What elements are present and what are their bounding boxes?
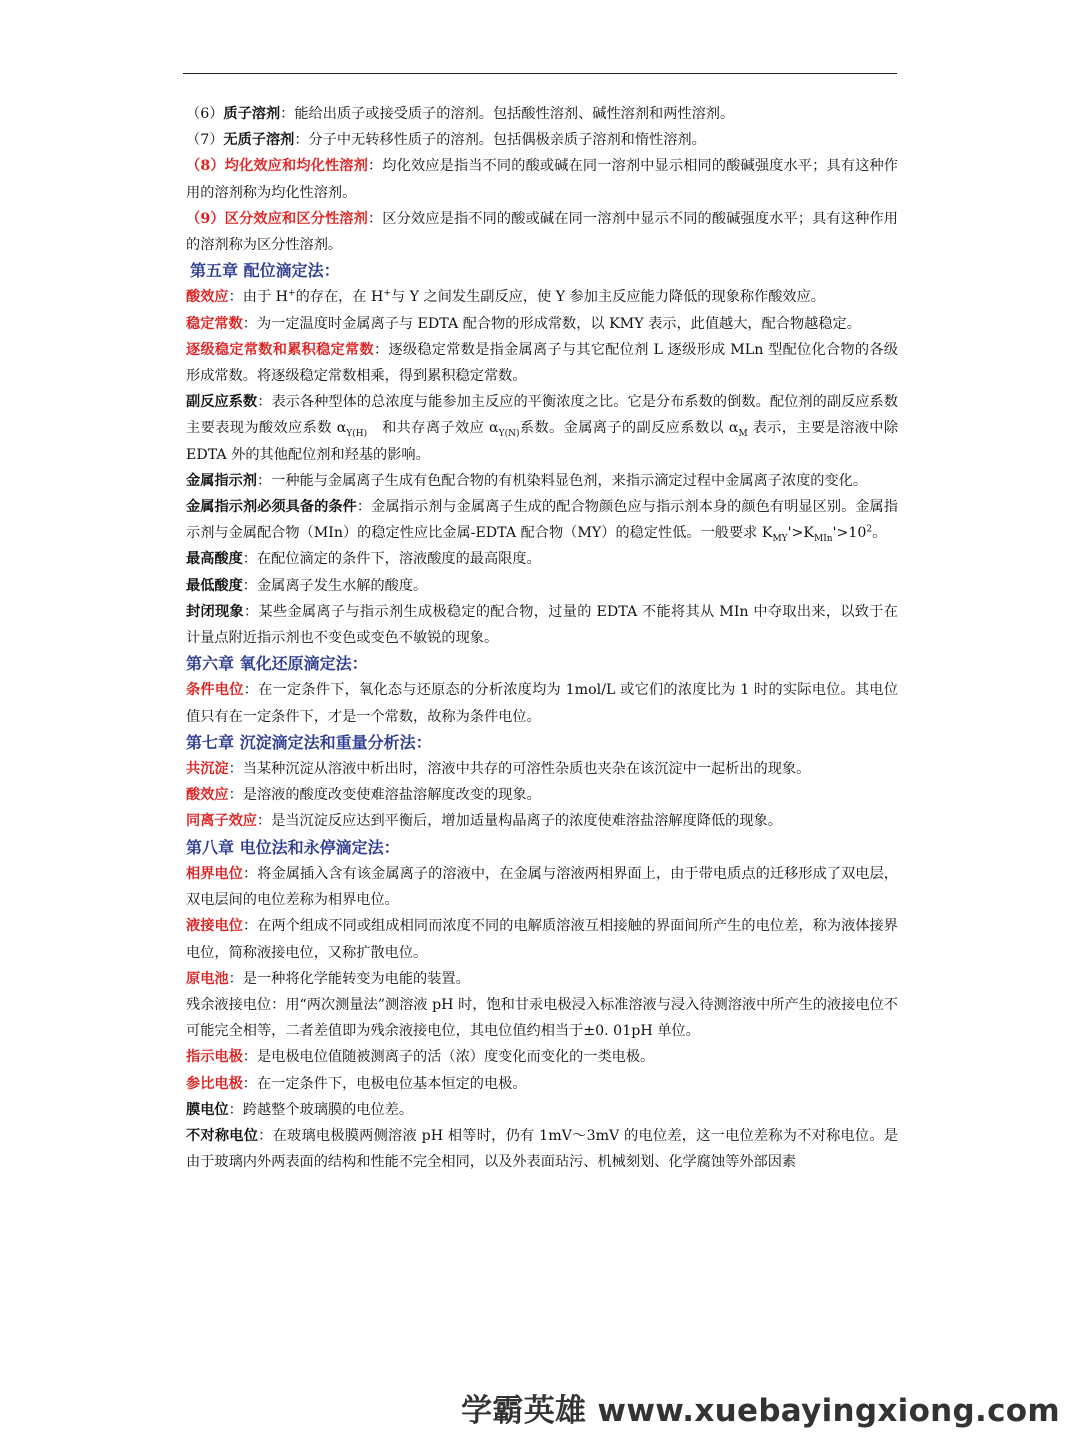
chapter-8-title: 第八章 电位法和永停滴定法： xyxy=(186,837,400,857)
document-body xyxy=(186,101,898,1175)
ch8-asymmetry-potential: 不对称电位：在玻璃电极膜两侧溶液 pH 相等时，仍有 1mV～3mV 的电位差，这一电位差称为不对称电位。是由于玻璃内外两表面的结构和性能不完全相同，以及外表面玷污、机械刻划、化学腐蚀等外部因素 xyxy=(186,1127,898,1171)
ch5-stability-constant: 稳定常数：为一定温度时金属离子与 EDTA 配合物的形成常数，以 KMY 表示，此值越大，配合物越稳定。 xyxy=(186,315,861,332)
ch8-reference-electrode: 参比电极：在一定条件下，电极电位基本恒定的电极。 xyxy=(186,1075,527,1092)
ch5-side-reaction: 副反应系数：表示各种型体的总浓度与能参加主反应的平衡浓度之比。它是分布系数的倒数。配位剂的副反应系数主要表现为酸效应系数 $\alpha_{Y(H)}$ 和共存离子效应 $\alpha_{Y(N)}$系数。金属离子的副反应系数以 $\alpha_M$ 表示，主要是溶液中除 EDTA 外的其他配位剂和羟基的影响。 xyxy=(186,394,899,463)
ch8-residual-junction: 残余液接电位：用“两次测量法”测溶液 pH 时，饱和甘汞电极浸入标准溶液与浸入待测溶液中所产生的液接电位不可能完全相等，二者差值即为残余液接电位，其电位值约相当于±0. 01pH 单位。 xyxy=(186,996,898,1040)
header-rule xyxy=(183,73,897,74)
ch8-liquid-junction: 液接电位：在两个组成不同或组成相同而浓度不同的电解质溶液互相接触的界面间所产生的电位差，称为液体接界电位，简称液接电位，又称扩散电位。 xyxy=(186,918,898,961)
ch5-min-acidity: 最低酸度：金属离子发生水解的酸度。 xyxy=(186,577,428,594)
item-8: （8）均化效应和均化性溶剂：均化效应是指当不同的酸或碱在同一溶剂中显示相同的酸碱强度水平；具有这种作用的溶剂称为均化性溶剂。 xyxy=(186,158,898,201)
term-leveling-effect: （8）均化效应和均化性溶剂 xyxy=(186,158,368,175)
ch5-indicator-conditions: 金属指示剂必须具备的条件：金属指示剂与金属离子生成的配合物颜色应与指示剂本身的颜色有明显区别。金属指示剂与金属配合物（MIn）的稳定性应比金属-EDTA 配合物（MY）的稳定性低。一般要求 $K_{MY}'>K_{MIn}'>10^2$。 xyxy=(186,499,898,545)
ch5-acid-effect: 酸效应：由于 H+的存在，在 H+与 Y 之间发生副反应，使 Y 参加主反应能力降低的现象称作酸效应。 xyxy=(186,288,825,306)
term-proton-solvent: 质子溶剂 xyxy=(223,106,281,122)
ch7-common-ion: 同离子效应：是当沉淀反应达到平衡后，增加适量构晶离子的浓度使难溶盐溶解度降低的现象。 xyxy=(186,813,782,830)
term-aprotic-solvent: 无质子溶剂 xyxy=(223,132,295,149)
chapter-7-title: 第七章 沉淀滴定法和重量分析法： xyxy=(186,732,432,752)
ch5-metal-indicator: 金属指示剂：一种能与金属离子生成有色配合物的有机染料显色剂，来指示滴定过程中金属离子浓度的变化。 xyxy=(186,472,868,489)
ch8-membrane-potential: 膜电位：跨越整个玻璃膜的电位差。 xyxy=(186,1101,414,1118)
term-differentiating-effect: （9）区分效应和区分性溶剂 xyxy=(186,210,368,227)
ch5-stepwise-constant: 逐级稳定常数和累积稳定常数：逐级稳定常数是指金属离子与其它配位剂 L 逐级形成 MLn 型配位化合物的各级形成常数。将逐级稳定常数相乘，得到累积稳定常数。 xyxy=(186,341,898,385)
ch8-galvanic-cell: 原电池：是一种将化学能转变为电能的装置。 xyxy=(186,970,470,987)
ch7-coprecipitation: 共沉淀：当某种沉淀从溶液中析出时，溶液中共存的可溶性杂质也夹杂在该沉淀中一起析出的现象。 xyxy=(186,761,811,778)
ch5-max-acidity: 最高酸度：在配位滴定的条件下，溶液酸度的最高限度。 xyxy=(186,551,541,568)
ch5-blocking: 封闭现象：某些金属离子与指示剂生成极稳定的配合物，过量的 EDTA 不能将其从 MIn 中夺取出来，以致于在计量点附近指示剂也不变色或变色不敏锐的现象。 xyxy=(186,603,898,647)
ch7-acid-effect: 酸效应：是溶液的酸度改变使难溶盐溶解度改变的现象。 xyxy=(186,787,541,804)
item-7: （7）无质子溶剂：分子中无转移性质子的溶剂。包括偶极亲质子溶剂和惰性溶剂。 xyxy=(186,132,706,149)
ch6-conditional-potential: 条件电位：在一定条件下，氧化态与还原态的分析浓度均为 1mol/L 或它们的浓度比为 1 时的实际电位。其电位值只有在一定条件下，才是一个常数，故称为条件电位。 xyxy=(186,682,898,725)
item-9: （9）区分效应和区分性溶剂：区分效应是指不同的酸或碱在同一溶剂中显示不同的酸碱强度水平；具有这种作用的溶剂称为区分性溶剂。 xyxy=(186,210,898,254)
ch8-indicator-electrode: 指示电极：是电极电位值随被测离子的活（浓）度变化而变化的一类电极。 xyxy=(186,1049,655,1066)
chapter-5-title: 第五章 配位滴定法： xyxy=(190,261,340,281)
ch8-phase-potential: 相界电位：将金属插入含有该金属离子的溶液中，在金属与溶液两相界面上，由于带电质点的迁移形成了双电层，双电层间的电位差称为相界电位。 xyxy=(186,865,898,909)
chapter-6-title: 第六章 氧化还原滴定法： xyxy=(186,654,368,674)
item-6: （6）质子溶剂：能给出质子或接受质子的溶剂。包括酸性溶剂、碱性溶剂和两性溶剂。 xyxy=(186,106,735,122)
site-watermark: 学霸英雄 www.xuebayingxiong.com xyxy=(461,1393,1060,1429)
